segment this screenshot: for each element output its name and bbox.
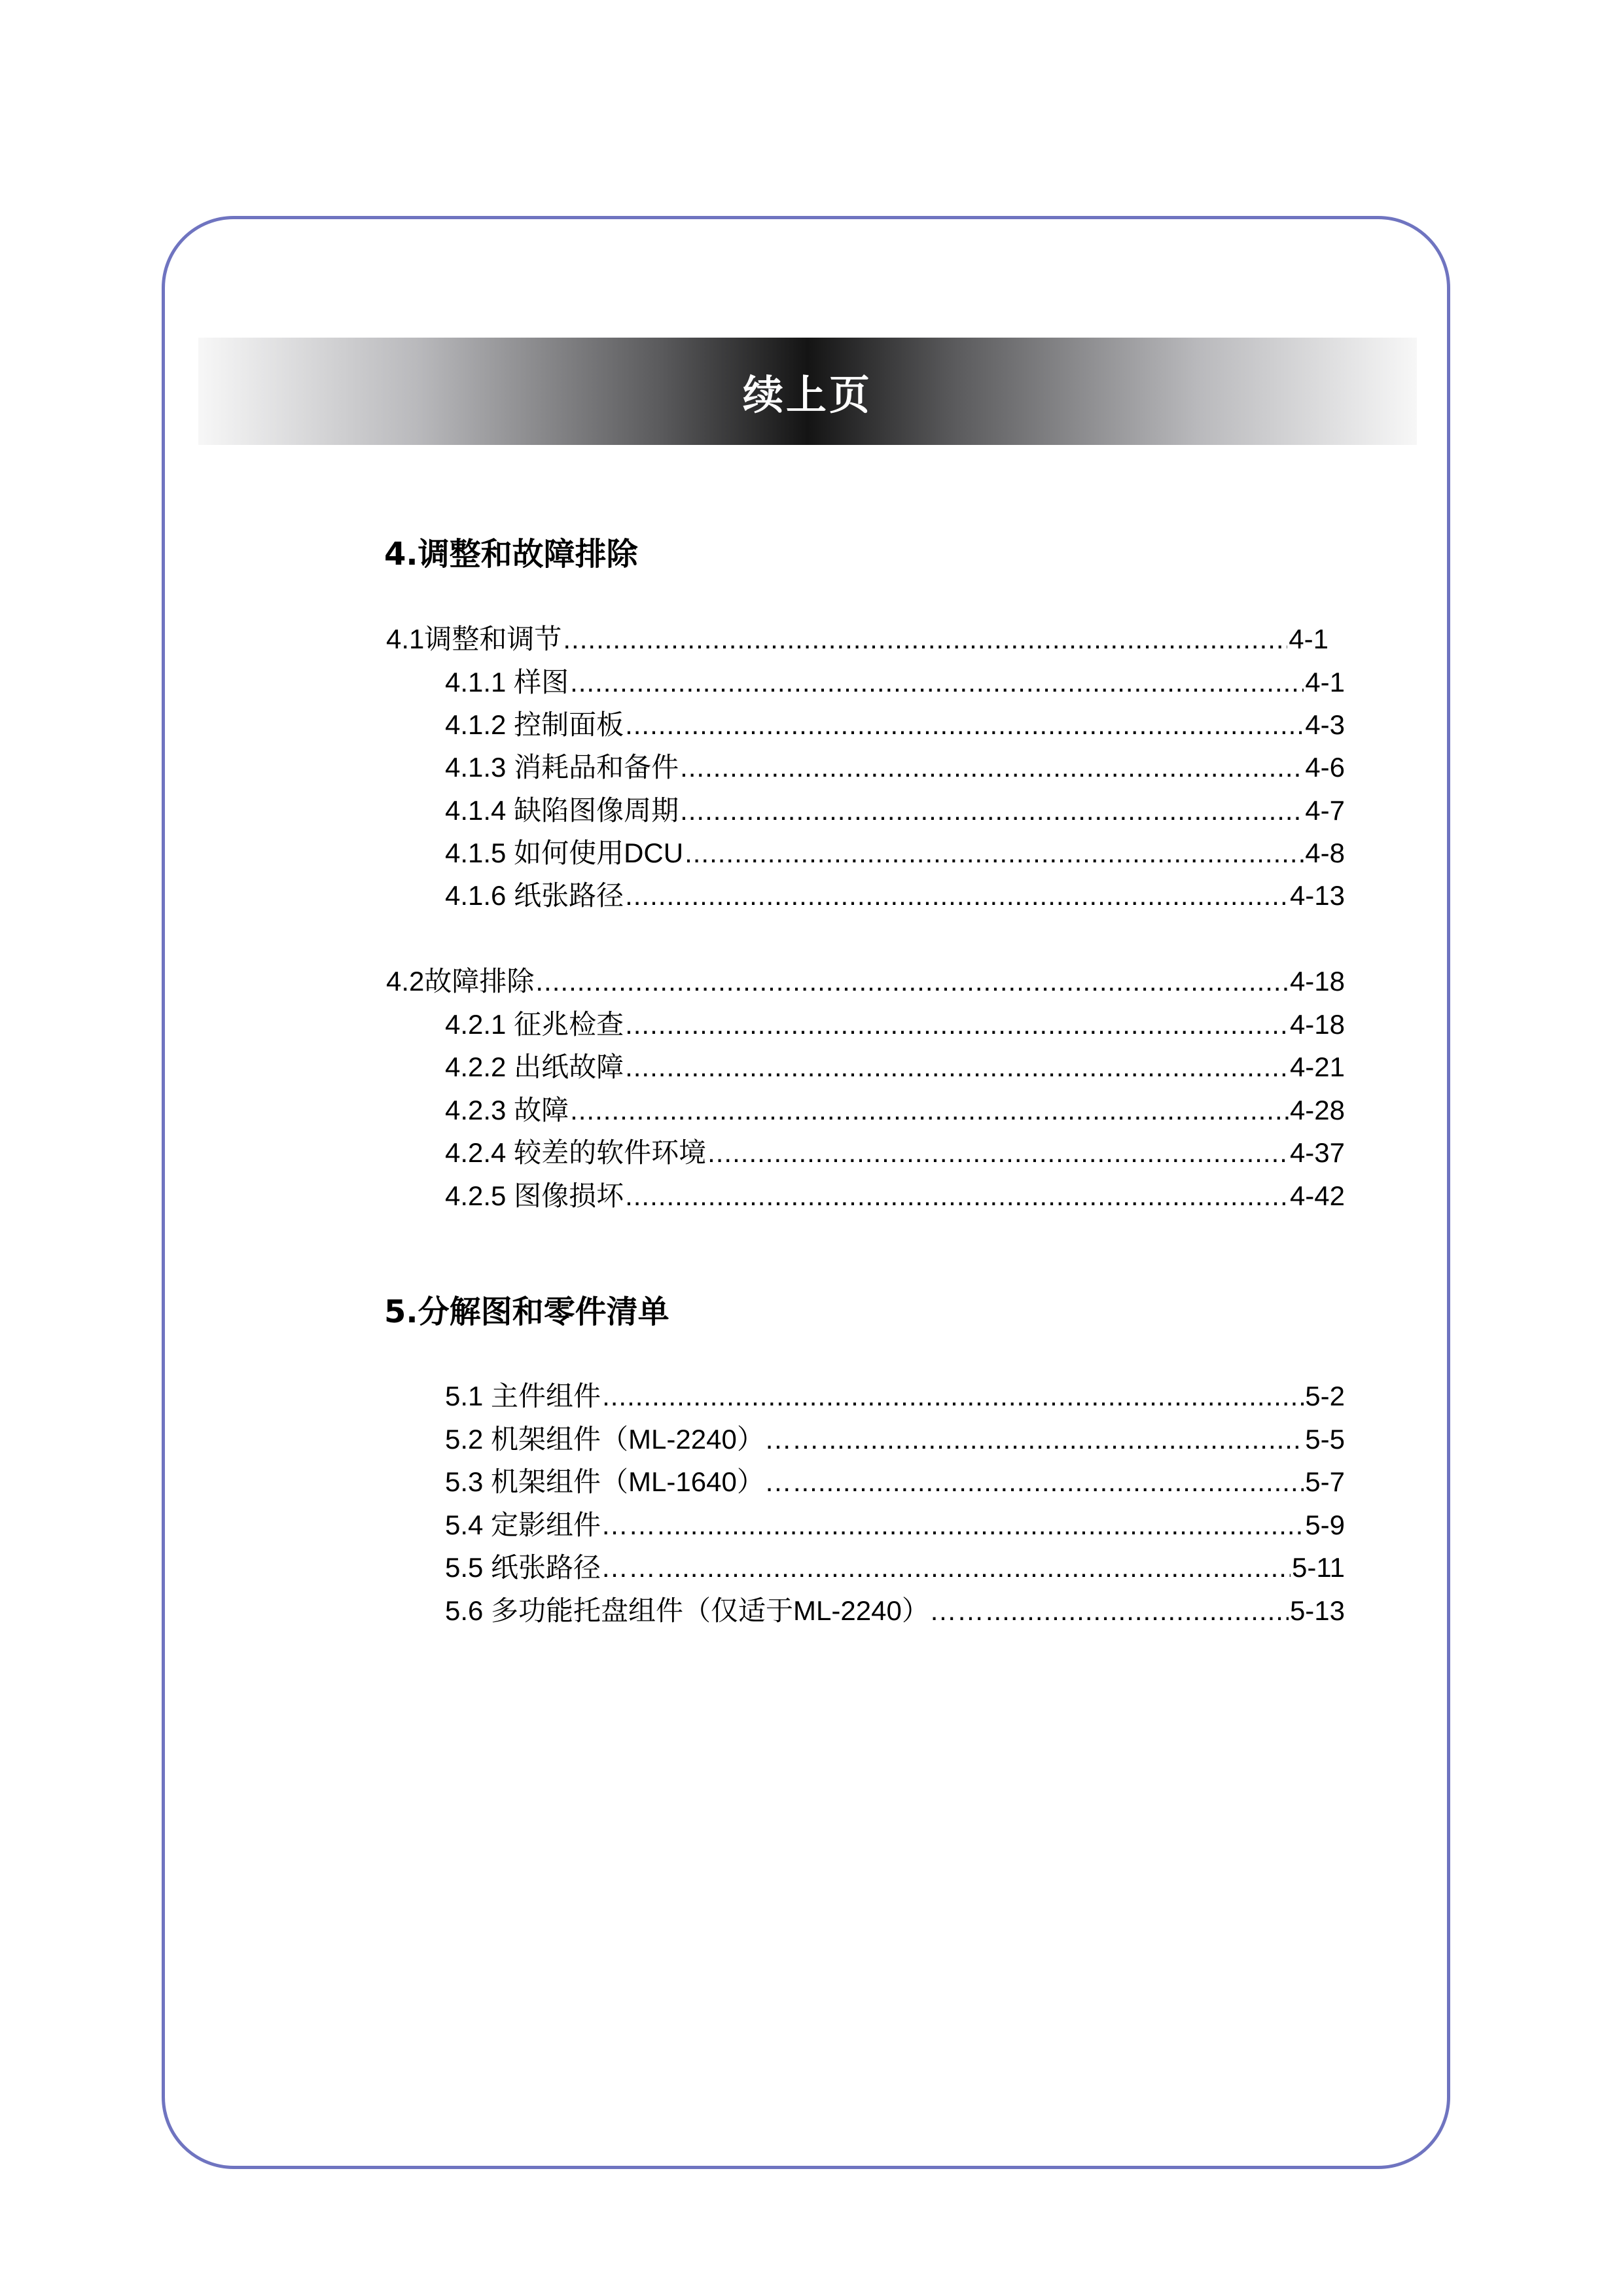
toc-entry-4-2-1[interactable] [445,1003,1345,1040]
dot-leader [570,667,1304,698]
toc-entry-4-1-5[interactable] [445,832,1345,868]
section-heading-4: 4.调整和故障排除 [384,536,638,573]
toc-entry-label: 5.2 机架组件（ML-2240）…… [445,1424,819,1455]
toc-entry-5-1[interactable] [445,1375,1345,1411]
toc-entry-4-1-4[interactable] [445,789,1345,826]
toc-entry-label: 4.1调整和调节 [386,624,562,654]
dot-leader [625,880,1289,911]
toc-entry-label: 5.6 多功能托盘组件（仅适于ML-2240）…… [445,1595,984,1626]
dot-leader [986,1595,1289,1626]
banner-title: 续上页 [742,370,872,419]
toc-entry-5-2[interactable] [445,1418,1345,1455]
toc-entry-4-2-3[interactable] [445,1089,1345,1125]
toc-entry-4-1[interactable] [386,618,1329,654]
toc-entry-page: 4-42 [1289,1180,1345,1211]
toc-entry-page: 4-8 [1305,838,1345,868]
dot-leader [680,752,1304,783]
toc-entry-page: 5-5 [1305,1424,1345,1455]
toc-entry-5-6[interactable] [445,1589,1345,1626]
toc-entry-page: 4-21 [1289,1051,1345,1082]
toc-entry-page: 5-11 [1292,1552,1345,1583]
dot-leader [657,1552,1291,1583]
toc-entry-page: 5-7 [1305,1466,1345,1497]
dot-leader [657,1510,1304,1540]
toc-entry-label: 5.5 纸张路径…… [445,1552,656,1583]
header-banner [198,338,1417,445]
dot-leader [625,1009,1289,1040]
toc-entry-page: 4-13 [1289,880,1345,911]
toc-entry-label: 4.1.1 样图 [445,667,569,698]
toc-entry-5-3[interactable] [445,1460,1345,1497]
toc-entry-label: 4.1.4 缺陷图像周期 [445,795,679,826]
toc-entry-label: 4.1.6 纸张路径 [445,880,624,911]
toc-entry-page: 4-7 [1305,795,1345,826]
section-heading-5: 5.分解图和零件清单 [384,1294,669,1330]
toc-entry-page: 4-3 [1305,709,1345,740]
toc-entry-page: 4-6 [1305,752,1345,783]
toc-entry-4-1-6[interactable] [445,874,1345,911]
toc-entry-5-4[interactable] [445,1504,1345,1540]
toc-entry-4-2[interactable] [386,960,1345,997]
dot-leader [680,795,1304,826]
toc-entry-page: 5-9 [1305,1510,1345,1540]
toc-entry-label: 4.2.2 出纸故障 [445,1051,624,1082]
toc-entry-5-5[interactable] [445,1546,1345,1583]
toc-entry-4-2-4[interactable] [445,1131,1345,1168]
toc-entry-4-2-5[interactable] [445,1174,1345,1211]
toc-entry-page: 5-2 [1305,1381,1345,1411]
toc-entry-page: 4-18 [1289,966,1345,997]
toc-entry-page: 4-18 [1289,1009,1345,1040]
dot-leader [625,1051,1289,1082]
toc-entry-label: 4.2.5 图像损坏 [445,1180,624,1211]
toc-entry-page: 5-13 [1289,1595,1345,1626]
dot-leader [707,1137,1289,1168]
toc-entry-4-1-3[interactable] [445,746,1345,783]
toc-entry-4-1-1[interactable] [445,661,1345,698]
toc-entry-label: 4.1.5 如何使用DCU [445,838,684,868]
toc-entry-4-2-2[interactable] [445,1046,1345,1082]
toc-entry-label: 4.2.4 较差的软件环境 [445,1137,707,1168]
toc-entry-label: 4.2.1 征兆检查 [445,1009,624,1040]
dot-leader [793,1466,1304,1497]
toc-entry-4-1-2[interactable] [445,703,1345,740]
toc-entry-label: 4.2故障排除 [386,966,535,997]
toc-entry-label: 4.2.3 故障 [445,1095,569,1125]
dot-leader [602,1381,1304,1411]
dot-leader [625,709,1304,740]
toc-entry-page: 4-37 [1289,1137,1345,1168]
dot-leader [535,966,1289,997]
toc-entry-page: 4-1 [1289,624,1329,654]
toc-entry-label: 5.1 主件组件 [445,1381,601,1411]
dot-leader [625,1180,1289,1211]
toc-entry-page: 4-28 [1289,1095,1345,1125]
dot-leader [685,838,1304,868]
dot-leader [563,624,1287,654]
toc-entry-label: 4.1.2 控制面板 [445,709,624,740]
dot-leader [821,1424,1304,1455]
toc-entry-label: 5.3 机架组件（ML-1640）… [445,1466,792,1497]
toc-entry-page: 4-1 [1305,667,1345,698]
toc-entry-label: 5.4 定影组件…… [445,1510,656,1540]
toc-entry-label: 4.1.3 消耗品和备件 [445,752,679,783]
dot-leader [570,1095,1289,1125]
